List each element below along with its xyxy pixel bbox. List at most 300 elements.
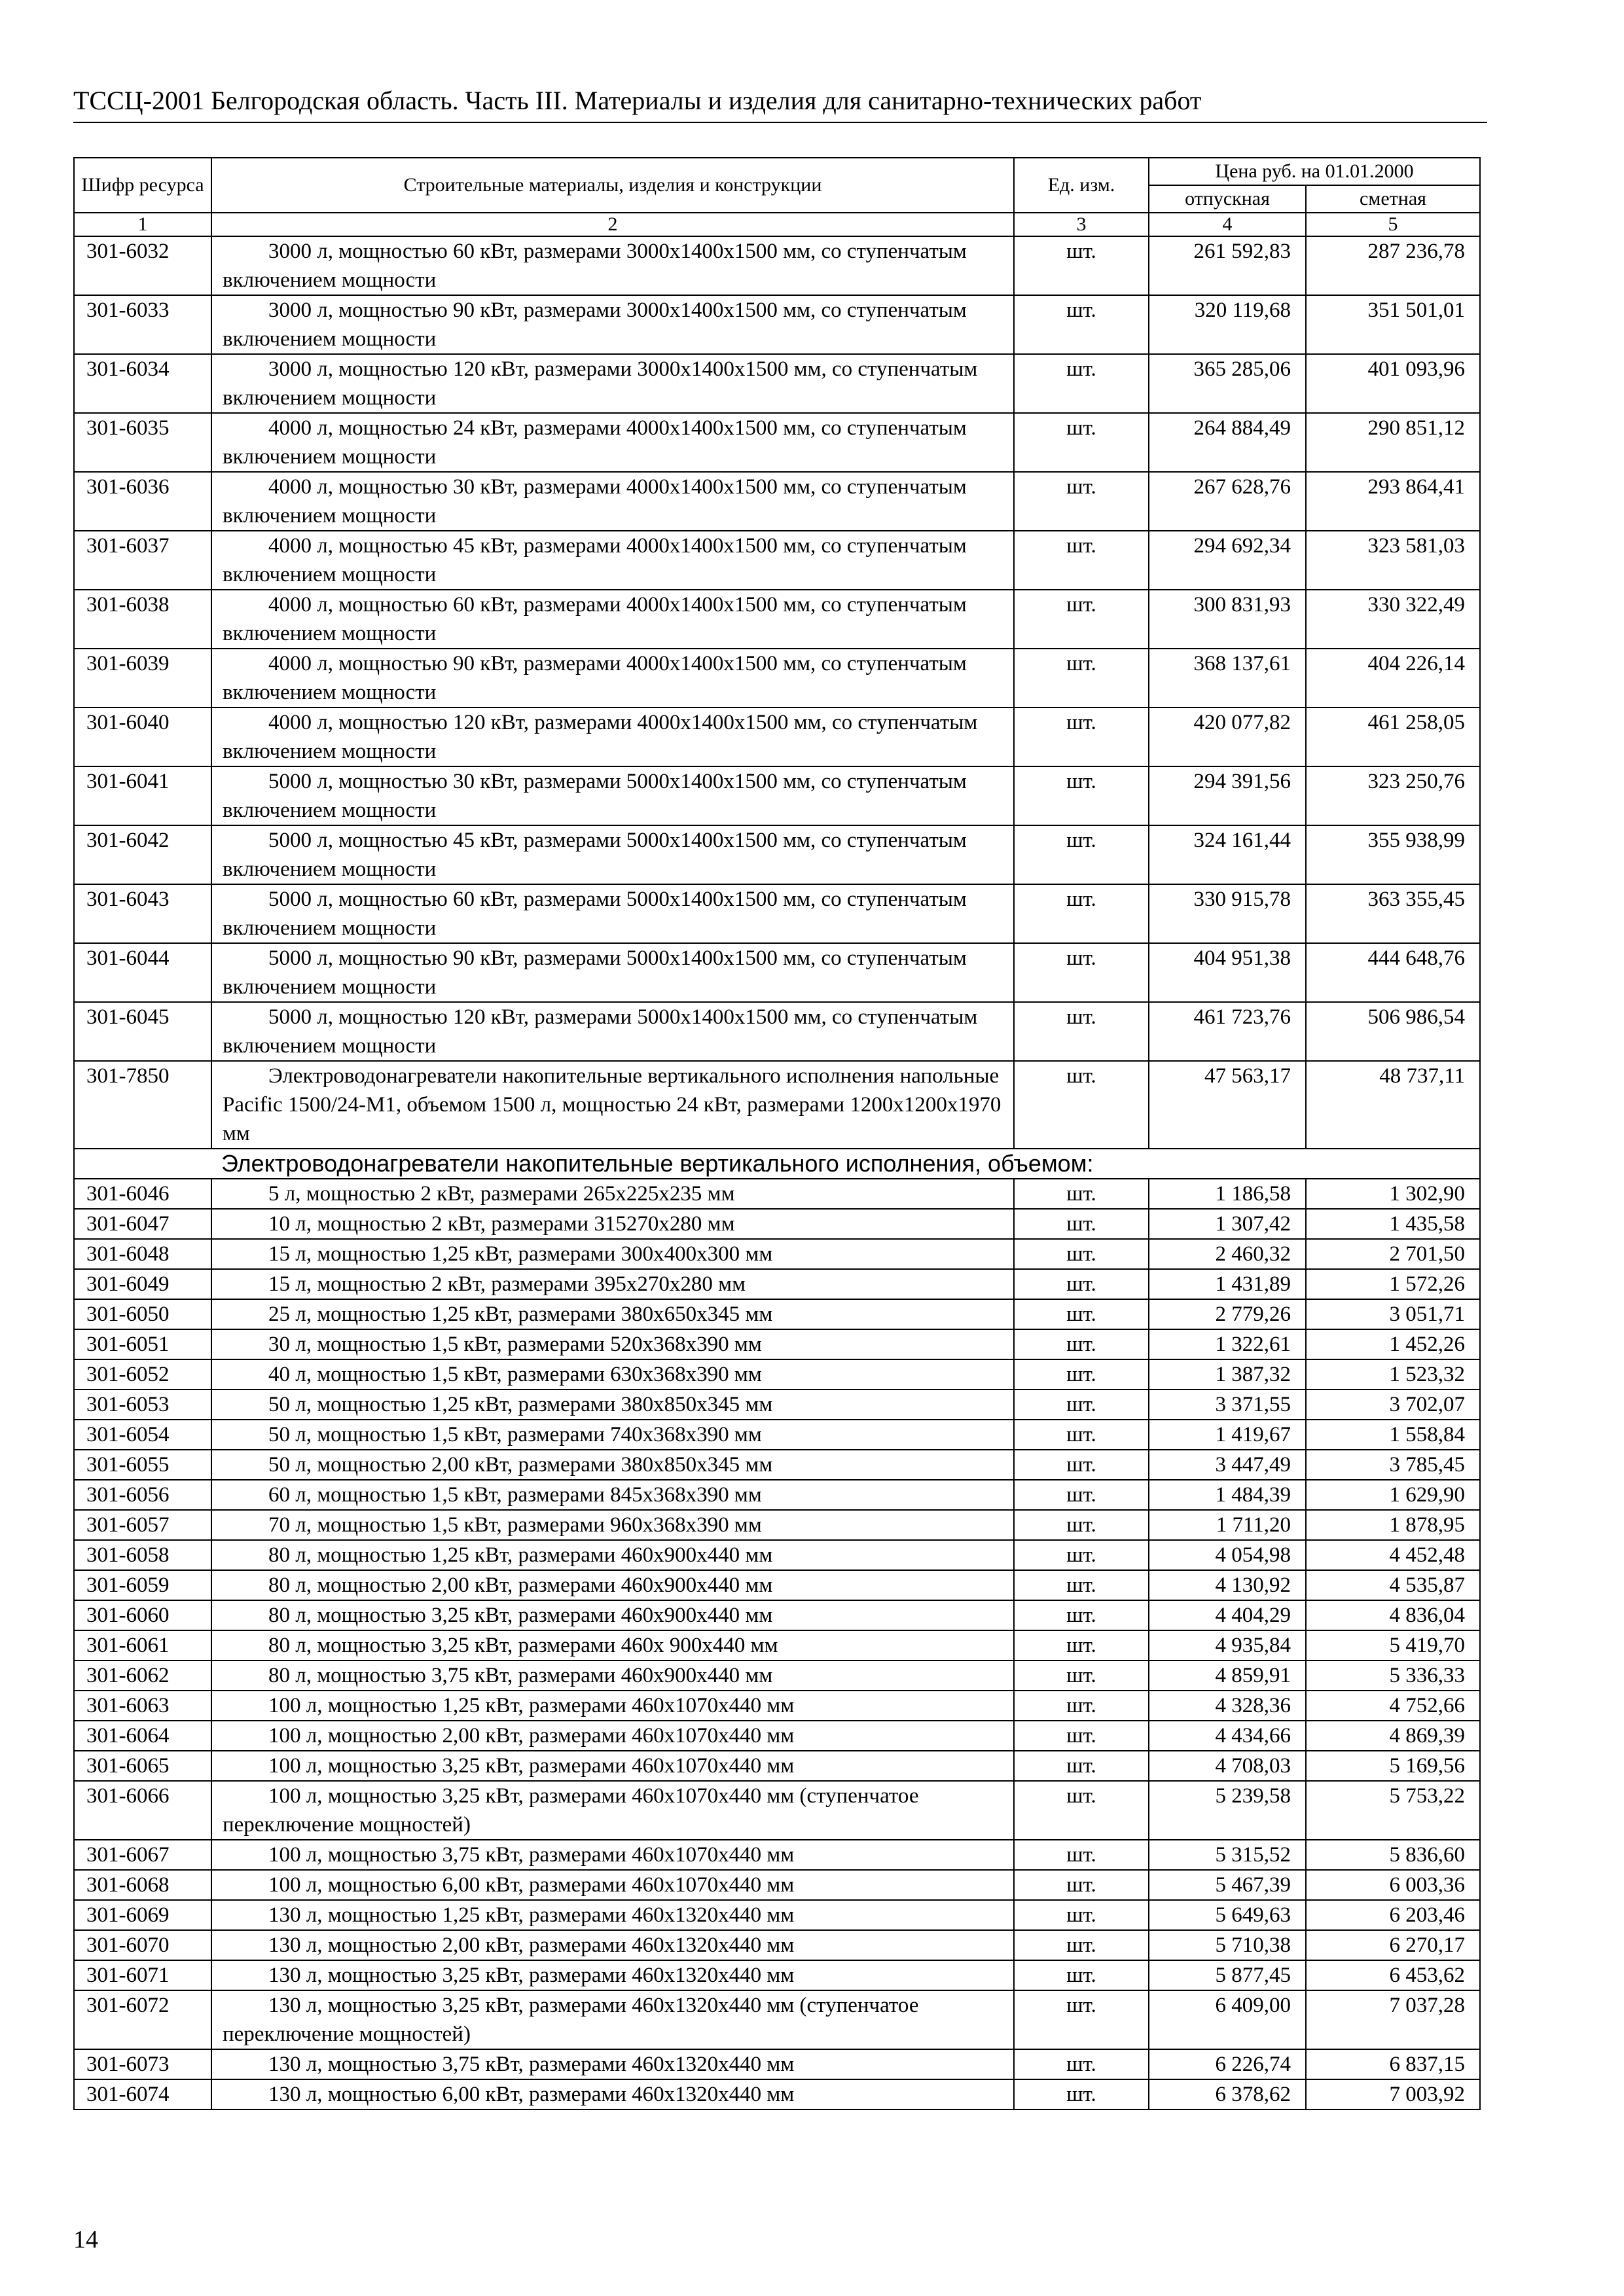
- unit-of-measure: шт.: [1014, 766, 1149, 825]
- estimate-price: 48 737,11: [1306, 1061, 1480, 1149]
- description-text: 50 л, мощностью 1,5 кВт, размерами 740х368х390 мм: [268, 1423, 762, 1446]
- table-row: [74, 1930, 1480, 1960]
- release-price: 365 285,06: [1149, 354, 1306, 413]
- description-text: 80 л, мощностью 3,25 кВт, размерами 460х900х440 мм: [268, 1604, 773, 1627]
- release-price: 2 460,32: [1149, 1239, 1306, 1269]
- unit-of-measure: шт.: [1014, 295, 1149, 354]
- estimate-price: 6 453,62: [1306, 1960, 1480, 1990]
- estimate-price: 1 629,90: [1306, 1480, 1480, 1510]
- table-row: [74, 1061, 1480, 1149]
- unit-of-measure: шт.: [1014, 1359, 1149, 1390]
- description-text: 5000 л, мощностью 120 кВт, размерами 5000х1400х1500 мм, со ступенчатым включением мощности: [223, 1005, 978, 1058]
- description-text: 100 л, мощностью 6,00 кВт, размерами 460х1070х440 мм: [268, 1873, 795, 1897]
- table-row: [74, 413, 1480, 472]
- release-price: 4 859,91: [1149, 1660, 1306, 1691]
- estimate-price: 444 648,76: [1306, 943, 1480, 1002]
- estimate-price: 506 986,54: [1306, 1002, 1480, 1061]
- table-row: [74, 1751, 1480, 1781]
- resource-code: 301-6064: [74, 1721, 211, 1751]
- estimate-price: 5 169,56: [1306, 1751, 1480, 1781]
- description-text: 130 л, мощностью 3,75 кВт, размерами 460х1320х440 мм: [268, 2053, 795, 2076]
- unit-of-measure: шт.: [1014, 1840, 1149, 1870]
- resource-code: 301-6061: [74, 1630, 211, 1660]
- material-description: [211, 1781, 1014, 1840]
- table-row: [74, 1540, 1480, 1570]
- release-price: 420 077,82: [1149, 708, 1306, 766]
- unit-of-measure: шт.: [1014, 884, 1149, 943]
- estimate-price: 5 753,22: [1306, 1781, 1480, 1840]
- estimate-price: 287 236,78: [1306, 236, 1480, 295]
- estimate-price: 6 203,46: [1306, 1900, 1480, 1930]
- unit-of-measure: шт.: [1014, 1870, 1149, 1900]
- estimate-price: 4 869,39: [1306, 1721, 1480, 1751]
- resource-code: 301-6058: [74, 1540, 211, 1570]
- release-price: 294 391,56: [1149, 766, 1306, 825]
- material-description: [211, 1900, 1014, 1930]
- header-unit: Ед. изм.: [1014, 158, 1149, 213]
- page-number: 14: [73, 2226, 98, 2253]
- material-description: [211, 1930, 1014, 1960]
- description-text: 15 л, мощностью 2 кВт, размерами 395х270х280 мм: [268, 1272, 746, 1296]
- table-row: [74, 1721, 1480, 1751]
- estimate-price: 1 452,26: [1306, 1329, 1480, 1359]
- resource-code: 301-6054: [74, 1420, 211, 1450]
- description-text: 3000 л, мощностью 90 кВт, размерами 3000х1400х1500 мм, со ступенчатым включением мощности: [223, 298, 967, 351]
- description-text: 100 л, мощностью 3,25 кВт, размерами 460х1070х440 мм: [268, 1754, 795, 1778]
- table-row: [74, 1480, 1480, 1510]
- estimate-price: 3 051,71: [1306, 1299, 1480, 1329]
- unit-of-measure: шт.: [1014, 1002, 1149, 1061]
- unit-of-measure: шт.: [1014, 1990, 1149, 2049]
- estimate-price: 1 878,95: [1306, 1510, 1480, 1540]
- description-text: 130 л, мощностью 3,25 кВт, размерами 460х1320х440 мм (ступенчатое переключение мощностей): [223, 1994, 919, 2046]
- material-description: [211, 1450, 1014, 1480]
- description-text: 4000 л, мощностью 60 кВт, размерами 4000х1400х1500 мм, со ступенчатым включением мощности: [223, 593, 967, 645]
- table-row: [74, 2079, 1480, 2109]
- unit-of-measure: шт.: [1014, 1900, 1149, 1930]
- description-text: 130 л, мощностью 1,25 кВт, размерами 460х1320х440 мм: [268, 1903, 795, 1927]
- material-description: [211, 766, 1014, 825]
- release-price: 4 328,36: [1149, 1691, 1306, 1721]
- table-row: [74, 472, 1480, 531]
- table-row: [74, 825, 1480, 884]
- description-text: 4000 л, мощностью 30 кВт, размерами 4000х1400х1500 мм, со ступенчатым включением мощности: [223, 475, 967, 528]
- resource-code: 301-6033: [74, 295, 211, 354]
- estimate-price: 355 938,99: [1306, 825, 1480, 884]
- release-price: 1 186,58: [1149, 1179, 1306, 1209]
- release-price: 404 951,38: [1149, 943, 1306, 1002]
- material-description: [211, 649, 1014, 708]
- estimate-price: 5 336,33: [1306, 1660, 1480, 1691]
- header-estimate-price: сметная: [1306, 185, 1480, 213]
- resource-code: 301-6065: [74, 1751, 211, 1781]
- release-price: 6 409,00: [1149, 1990, 1306, 2049]
- resource-code: 301-6071: [74, 1960, 211, 1990]
- resource-code: 301-6066: [74, 1781, 211, 1840]
- table-row: [74, 1209, 1480, 1239]
- material-description: [211, 1420, 1014, 1450]
- table-row: [74, 1600, 1480, 1630]
- material-description: [211, 1960, 1014, 1990]
- release-price: 368 137,61: [1149, 649, 1306, 708]
- resource-code: 301-6062: [74, 1660, 211, 1691]
- estimate-price: 4 752,66: [1306, 1691, 1480, 1721]
- material-description: [211, 354, 1014, 413]
- estimate-price: 1 523,32: [1306, 1359, 1480, 1390]
- resource-code: 301-7850: [74, 1061, 211, 1149]
- resource-code: 301-6068: [74, 1870, 211, 1900]
- unit-of-measure: шт.: [1014, 1570, 1149, 1600]
- estimate-price: 293 864,41: [1306, 472, 1480, 531]
- resource-code: 301-6067: [74, 1840, 211, 1870]
- table-row: [74, 943, 1480, 1002]
- table-row: [74, 1840, 1480, 1870]
- resource-code: 301-6069: [74, 1900, 211, 1930]
- release-price: 324 161,44: [1149, 825, 1306, 884]
- unit-of-measure: шт.: [1014, 1600, 1149, 1630]
- material-description: [211, 1840, 1014, 1870]
- material-description: [211, 825, 1014, 884]
- resource-code: 301-6063: [74, 1691, 211, 1721]
- estimate-price: 5 419,70: [1306, 1630, 1480, 1660]
- unit-of-measure: шт.: [1014, 472, 1149, 531]
- release-price: 461 723,76: [1149, 1002, 1306, 1061]
- table-row: [74, 295, 1480, 354]
- description-text: 30 л, мощностью 1,5 кВт, размерами 520х368х390 мм: [268, 1333, 762, 1356]
- unit-of-measure: шт.: [1014, 354, 1149, 413]
- resource-code: 301-6035: [74, 413, 211, 472]
- unit-of-measure: шт.: [1014, 1721, 1149, 1751]
- release-price: 1 387,32: [1149, 1359, 1306, 1390]
- table-row: [74, 1269, 1480, 1299]
- material-description: [211, 413, 1014, 472]
- unit-of-measure: шт.: [1014, 1660, 1149, 1691]
- release-price: 4 708,03: [1149, 1751, 1306, 1781]
- table-row: [74, 1420, 1480, 1450]
- description-text: 50 л, мощностью 1,25 кВт, размерами 380х850х345 мм: [268, 1393, 773, 1416]
- table-row: [74, 884, 1480, 943]
- unit-of-measure: шт.: [1014, 1299, 1149, 1329]
- release-price: 1 419,67: [1149, 1420, 1306, 1450]
- release-price: 4 404,29: [1149, 1600, 1306, 1630]
- description-text: Электроводонагреватели накопительные вертикального исполнения напольные Pacific 1500/24-M1, объемом 1500 л, мощностью 24 кВт, размерами 1200х1200х1970 мм: [223, 1064, 1001, 1145]
- description-text: 5000 л, мощностью 30 кВт, размерами 5000х1400х1500 мм, со ступенчатым включением мощности: [223, 770, 967, 822]
- column-number-row: [74, 213, 1480, 236]
- description-text: 40 л, мощностью 1,5 кВт, размерами 630х368х390 мм: [268, 1363, 762, 1386]
- description-text: 100 л, мощностью 3,75 кВт, размерами 460х1070х440 мм: [268, 1843, 795, 1867]
- description-text: 5000 л, мощностью 45 кВт, размерами 5000х1400х1500 мм, со ступенчатым включением мощности: [223, 829, 967, 881]
- description-text: 130 л, мощностью 2,00 кВт, размерами 460х1320х440 мм: [268, 1933, 795, 1957]
- material-description: [211, 1179, 1014, 1209]
- table-row: [74, 1870, 1480, 1900]
- material-description: [211, 1329, 1014, 1359]
- estimate-price: 461 258,05: [1306, 708, 1480, 766]
- estimate-price: 5 836,60: [1306, 1840, 1480, 1870]
- estimate-price: 1 302,90: [1306, 1179, 1480, 1209]
- release-price: 261 592,83: [1149, 236, 1306, 295]
- unit-of-measure: шт.: [1014, 2049, 1149, 2079]
- resource-code: 301-6059: [74, 1570, 211, 1600]
- table-row: [74, 766, 1480, 825]
- release-price: 4 935,84: [1149, 1630, 1306, 1660]
- estimate-price: 6 270,17: [1306, 1930, 1480, 1960]
- unit-of-measure: шт.: [1014, 413, 1149, 472]
- column-number: 2: [211, 213, 1014, 236]
- table-row: [74, 1781, 1480, 1840]
- unit-of-measure: шт.: [1014, 1510, 1149, 1540]
- table-row: [74, 1329, 1480, 1359]
- table-row: [74, 1359, 1480, 1390]
- release-price: 300 831,93: [1149, 590, 1306, 649]
- estimate-price: 323 250,76: [1306, 766, 1480, 825]
- table-row: [74, 1299, 1480, 1329]
- material-description: [211, 1570, 1014, 1600]
- table-row: [74, 1390, 1480, 1420]
- resource-code: 301-6072: [74, 1990, 211, 2049]
- price-table: [73, 157, 1481, 2110]
- header-code: Шифр ресурса: [74, 158, 211, 213]
- material-description: [211, 708, 1014, 766]
- column-number: 4: [1149, 213, 1306, 236]
- estimate-price: 1 435,58: [1306, 1209, 1480, 1239]
- material-description: [211, 1660, 1014, 1691]
- table-body: [74, 236, 1480, 2109]
- resource-code: 301-6056: [74, 1480, 211, 1510]
- release-price: 264 884,49: [1149, 413, 1306, 472]
- material-description: [211, 1390, 1014, 1420]
- resource-code: 301-6032: [74, 236, 211, 295]
- description-text: 4000 л, мощностью 24 кВт, размерами 4000х1400х1500 мм, со ступенчатым включением мощности: [223, 416, 967, 469]
- estimate-price: 290 851,12: [1306, 413, 1480, 472]
- table-row: [74, 1002, 1480, 1061]
- estimate-price: 1 558,84: [1306, 1420, 1480, 1450]
- material-description: [211, 1540, 1014, 1570]
- material-description: [211, 1721, 1014, 1751]
- material-description: [211, 1630, 1014, 1660]
- description-text: 80 л, мощностью 1,25 кВт, размерами 460х900х440 мм: [268, 1543, 773, 1567]
- release-price: 294 692,34: [1149, 531, 1306, 590]
- estimate-price: 404 226,14: [1306, 649, 1480, 708]
- estimate-price: 4 452,48: [1306, 1540, 1480, 1570]
- material-description: [211, 2079, 1014, 2109]
- material-description: [211, 1239, 1014, 1269]
- unit-of-measure: шт.: [1014, 1781, 1149, 1840]
- header-price-group: Цена руб. на 01.01.2000: [1149, 158, 1480, 185]
- material-description: [211, 1002, 1014, 1061]
- material-description: [211, 1209, 1014, 1239]
- table-row: [74, 590, 1480, 649]
- description-text: 4000 л, мощностью 120 кВт, размерами 4000х1400х1500 мм, со ступенчатым включением мощности: [223, 711, 978, 763]
- material-description: [211, 1990, 1014, 2049]
- release-price: 3 371,55: [1149, 1390, 1306, 1420]
- unit-of-measure: шт.: [1014, 1179, 1149, 1209]
- table-row: [74, 708, 1480, 766]
- release-price: 3 447,49: [1149, 1450, 1306, 1480]
- price-table-container: [73, 157, 1479, 2110]
- table-row: [74, 1450, 1480, 1480]
- estimate-price: 6 837,15: [1306, 2049, 1480, 2079]
- resource-code: 301-6057: [74, 1510, 211, 1540]
- table-row: [74, 354, 1480, 413]
- estimate-price: 351 501,01: [1306, 295, 1480, 354]
- resource-code: 301-6070: [74, 1930, 211, 1960]
- resource-code: 301-6034: [74, 354, 211, 413]
- resource-code: 301-6055: [74, 1450, 211, 1480]
- description-text: 100 л, мощностью 1,25 кВт, размерами 460х1070х440 мм: [268, 1694, 795, 1717]
- table-row: [74, 1900, 1480, 1930]
- unit-of-measure: шт.: [1014, 1209, 1149, 1239]
- resource-code: 301-6040: [74, 708, 211, 766]
- column-number: 1: [74, 213, 211, 236]
- resource-code: 301-6036: [74, 472, 211, 531]
- resource-code: 301-6041: [74, 766, 211, 825]
- description-text: 50 л, мощностью 2,00 кВт, размерами 380х850х345 мм: [268, 1453, 773, 1477]
- release-price: 5 239,58: [1149, 1781, 1306, 1840]
- resource-code: 301-6045: [74, 1002, 211, 1061]
- release-price: 6 226,74: [1149, 2049, 1306, 2079]
- material-description: [211, 1870, 1014, 1900]
- release-price: 5 467,39: [1149, 1870, 1306, 1900]
- unit-of-measure: шт.: [1014, 590, 1149, 649]
- estimate-price: 4 535,87: [1306, 1570, 1480, 1600]
- table-row: [74, 1960, 1480, 1990]
- release-price: 1 711,20: [1149, 1510, 1306, 1540]
- unit-of-measure: шт.: [1014, 649, 1149, 708]
- unit-of-measure: шт.: [1014, 1540, 1149, 1570]
- description-text: 100 л, мощностью 3,25 кВт, размерами 460х1070х440 мм (ступенчатое переключение мощностей): [223, 1784, 919, 1837]
- description-text: 80 л, мощностью 3,75 кВт, размерами 460х900х440 мм: [268, 1664, 773, 1687]
- release-price: 5 877,45: [1149, 1960, 1306, 1990]
- table-row: [74, 531, 1480, 590]
- unit-of-measure: шт.: [1014, 1480, 1149, 1510]
- material-description: [211, 1480, 1014, 1510]
- release-price: 330 915,78: [1149, 884, 1306, 943]
- release-price: 1 431,89: [1149, 1269, 1306, 1299]
- estimate-price: 3 785,45: [1306, 1450, 1480, 1480]
- estimate-price: 1 572,26: [1306, 1269, 1480, 1299]
- release-price: 6 378,62: [1149, 2079, 1306, 2109]
- description-text: 130 л, мощностью 6,00 кВт, размерами 460х1320х440 мм: [268, 2083, 795, 2106]
- resource-code: 301-6073: [74, 2049, 211, 2079]
- resource-code: 301-6038: [74, 590, 211, 649]
- estimate-price: 3 702,07: [1306, 1390, 1480, 1420]
- estimate-price: 363 355,45: [1306, 884, 1480, 943]
- unit-of-measure: шт.: [1014, 1390, 1149, 1420]
- resource-code: 301-6043: [74, 884, 211, 943]
- release-price: 47 563,17: [1149, 1061, 1306, 1149]
- table-row: [74, 1510, 1480, 1540]
- table-row: [74, 1630, 1480, 1660]
- resource-code: 301-6044: [74, 943, 211, 1002]
- unit-of-measure: шт.: [1014, 1269, 1149, 1299]
- description-text: 15 л, мощностью 1,25 кВт, размерами 300х400х300 мм: [268, 1242, 773, 1266]
- table-row: [74, 1570, 1480, 1600]
- estimate-price: 7 003,92: [1306, 2079, 1480, 2109]
- resource-code: 301-6042: [74, 825, 211, 884]
- estimate-price: 330 322,49: [1306, 590, 1480, 649]
- resource-code: 301-6046: [74, 1179, 211, 1209]
- release-price: 1 322,61: [1149, 1329, 1306, 1359]
- estimate-price: 323 581,03: [1306, 531, 1480, 590]
- unit-of-measure: шт.: [1014, 2079, 1149, 2109]
- release-price: 5 649,63: [1149, 1900, 1306, 1930]
- estimate-price: 2 701,50: [1306, 1239, 1480, 1269]
- release-price: 4 434,66: [1149, 1721, 1306, 1751]
- unit-of-measure: шт.: [1014, 943, 1149, 1002]
- header-materials: Строительные материалы, изделия и конструкции: [211, 158, 1014, 213]
- material-description: [211, 884, 1014, 943]
- material-description: [211, 1299, 1014, 1329]
- unit-of-measure: шт.: [1014, 1930, 1149, 1960]
- release-price: 267 628,76: [1149, 472, 1306, 531]
- estimate-price: 6 003,36: [1306, 1870, 1480, 1900]
- description-text: 25 л, мощностью 1,25 кВт, размерами 380х650х345 мм: [268, 1302, 773, 1326]
- description-text: 130 л, мощностью 3,25 кВт, размерами 460х1320х440 мм: [268, 1964, 795, 1987]
- section-row: [74, 1149, 1480, 1179]
- material-description: [211, 531, 1014, 590]
- description-text: 3000 л, мощностью 120 кВт, размерами 3000х1400х1500 мм, со ступенчатым включением мощности: [223, 357, 978, 410]
- material-description: [211, 1061, 1014, 1149]
- estimate-price: 4 836,04: [1306, 1600, 1480, 1630]
- unit-of-measure: шт.: [1014, 708, 1149, 766]
- table-row: [74, 1990, 1480, 2049]
- description-text: 3000 л, мощностью 60 кВт, размерами 3000х1400х1500 мм, со ступенчатым включением мощности: [223, 240, 967, 292]
- material-description: [211, 1510, 1014, 1540]
- estimate-price: 7 037,28: [1306, 1990, 1480, 2049]
- description-text: 100 л, мощностью 2,00 кВт, размерами 460х1070х440 мм: [268, 1724, 795, 1748]
- resource-code: 301-6051: [74, 1329, 211, 1359]
- material-description: [211, 472, 1014, 531]
- release-price: 1 484,39: [1149, 1480, 1306, 1510]
- table-row: [74, 1660, 1480, 1691]
- column-number: 5: [1306, 213, 1480, 236]
- release-price: 1 307,42: [1149, 1209, 1306, 1239]
- estimate-price: 401 093,96: [1306, 354, 1480, 413]
- material-description: [211, 236, 1014, 295]
- release-price: 4 054,98: [1149, 1540, 1306, 1570]
- section-title: Электроводонагреватели накопительные вертикального исполнения, объемом:: [74, 1149, 1480, 1179]
- material-description: [211, 1359, 1014, 1390]
- material-description: [211, 1691, 1014, 1721]
- material-description: [211, 1751, 1014, 1781]
- release-price: 320 119,68: [1149, 295, 1306, 354]
- table-row: [74, 1691, 1480, 1721]
- description-text: 70 л, мощностью 1,5 кВт, размерами 960х368х390 мм: [268, 1513, 762, 1537]
- resource-code: 301-6039: [74, 649, 211, 708]
- description-text: 60 л, мощностью 1,5 кВт, размерами 845х368х390 мм: [268, 1483, 762, 1507]
- release-price: 5 315,52: [1149, 1840, 1306, 1870]
- description-text: 4000 л, мощностью 90 кВт, размерами 4000х1400х1500 мм, со ступенчатым включением мощности: [223, 652, 967, 704]
- material-description: [211, 943, 1014, 1002]
- table-row: [74, 1239, 1480, 1269]
- unit-of-measure: шт.: [1014, 1751, 1149, 1781]
- resource-code: 301-6050: [74, 1299, 211, 1329]
- material-description: [211, 1600, 1014, 1630]
- unit-of-measure: шт.: [1014, 825, 1149, 884]
- table-row: [74, 649, 1480, 708]
- page-header: ТССЦ-2001 Белгородская область. Часть III. Материалы и изделия для санитарно-технических работ: [73, 85, 1487, 123]
- unit-of-measure: шт.: [1014, 1329, 1149, 1359]
- resource-code: 301-6052: [74, 1359, 211, 1390]
- release-price: 2 779,26: [1149, 1299, 1306, 1329]
- resource-code: 301-6049: [74, 1269, 211, 1299]
- resource-code: 301-6060: [74, 1600, 211, 1630]
- unit-of-measure: шт.: [1014, 1691, 1149, 1721]
- table-row: [74, 236, 1480, 295]
- material-description: [211, 2049, 1014, 2079]
- unit-of-measure: шт.: [1014, 1960, 1149, 1990]
- resource-code: 301-6074: [74, 2079, 211, 2109]
